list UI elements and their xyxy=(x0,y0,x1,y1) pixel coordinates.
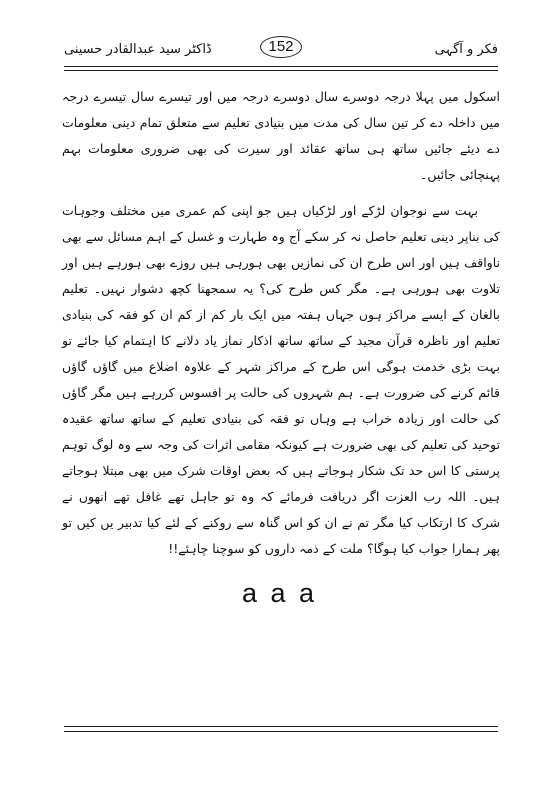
page-number: 152 xyxy=(260,36,302,58)
paragraph-1: اسکول میں پہلا درجہ دوسرے سال دوسرے درجہ میں اور تیسرے سال تیسرے درجہ میں داخلہ دے کر تین سال کی مدت میں بنیادی تعلیم سے متعلق تمام دینی معلومات دے دیئے جائیں ساتھ ہی ساتھ عقائد اور سیرت کی بھی ضروری معلومات بہم پہنچائی جائیں۔ xyxy=(62,89,500,182)
header-rule-top xyxy=(64,66,498,67)
author-name: ڈاکٹر سید عبدالقادر حسینی xyxy=(64,42,212,57)
paragraph-2: بہت سے نوجوان لڑکے اور لڑکیاں ہیں جو اپنی کم عمری میں مختلف وجوہات کی بناپر دینی تعلیم حاصل نہ کر سکے آج وہ طہارت و غسل کے اہم مسائل سے بھی ناواقف ہیں اور اس طرح ان کی نمازیں بھی ہورہی ہیں روزے بھی ہورہے ہیں اور تلاوت بھی ہورہی ہے۔ مگر کس طرح کی؟ یہ سمجھنا کچھ دشوار نہیں۔ تعلیم بالغان کے ایسے مراکز ہوں جہاں ہفتہ میں ایک بار کم از کم ان کو فقہ کی بنیادی تعلیم اور ناظرہ قرآن مجید کے ساتھ ساتھ اذکار نماز یاد دلانے کا اہتمام کیا جائے تو بہت بڑی خدمت ہوگی اس طرح کے مراکز شہر کے علاوہ اضلاع میں گاؤں گاؤں قائم کرنے کی ضرورت ہے۔ ہم شہروں کی حالت پر افسوس کررہے ہیں مگر گاؤں کی حالت اور زیادہ خراب ہے وہاں تو فقہ کی بنیادی تعلیم کے ساتھ ساتھ عقیدہ توحید کی تعلیم کی بھی ضرورت ہے کیونکہ مقامی اثرات کی وجہ سے وہ لوگ توہم پرستی کا اس حد تک شکار ہوجاتے ہیں کہ بعض اوقات شرک میں بھی مبتلا ہوجاتے ہیں۔ اللہ رب العزت اگر دریافت فرمائے کہ وہ تو جاہل تھے غافل تھے انھوں نے شرک کا ارتکاب کیا مگر تم نے ان کو اس گناہ سے روکنے کے لئے کیا تدبیر یں کیں تو پھر ہمارا جواب کیا ہوگا؟ ملت کے ذمہ داروں کو سوچنا چاہئے!! xyxy=(62,203,500,556)
footer-rule-bottom xyxy=(64,731,498,732)
footer-rule-top xyxy=(64,726,498,727)
book-title: فکر و آگہی xyxy=(434,42,498,57)
header-rule-bottom xyxy=(64,70,498,71)
page-body xyxy=(62,84,500,562)
page-header xyxy=(64,36,498,66)
stamp-text: a a a xyxy=(241,578,318,608)
